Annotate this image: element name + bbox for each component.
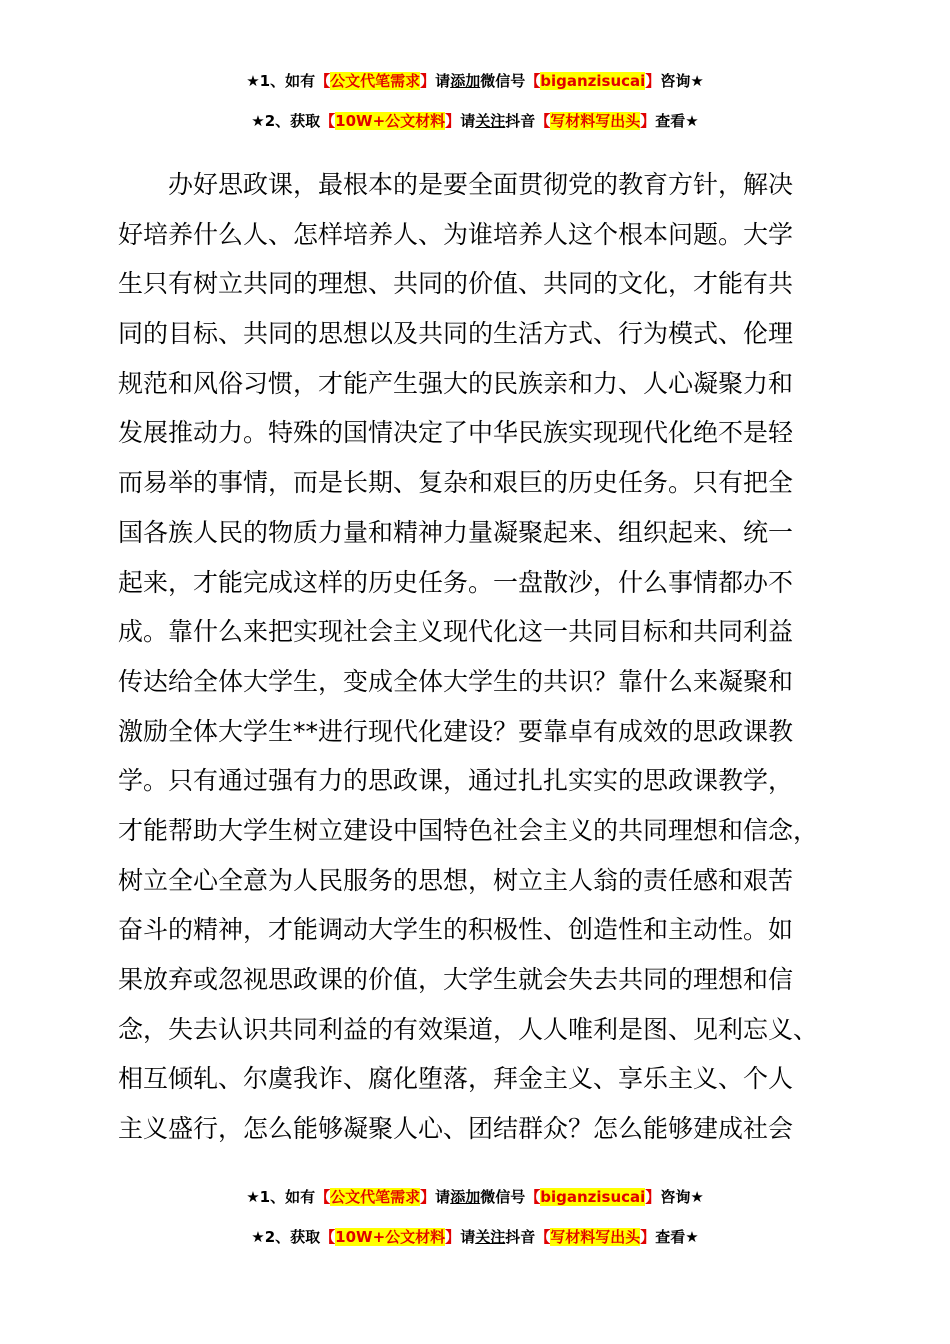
bracket-close: 】	[645, 72, 661, 90]
body-line: 同的目标、共同的思想以及共同的生活方式、行为模式、伦理	[118, 319, 794, 349]
body-line: 好培养什么人、怎样培养人、为谁培养人这个根本问题。大学	[118, 219, 794, 249]
promo-prefix: ★1、如有	[246, 1188, 316, 1206]
promo-text: 微信号	[480, 72, 526, 90]
promo-prefix: ★2、获取	[251, 1228, 321, 1246]
body-paragraph	[118, 160, 833, 1154]
promo-prefix: ★2、获取	[251, 112, 321, 130]
body-line: 果放弃或忽视思政课的价值，大学生就会失去共同的理想和信	[118, 965, 794, 994]
body-line: 国各族人民的物质力量和精神力量凝聚起来、组织起来、统一	[118, 517, 794, 547]
bracket-close: 】	[445, 1228, 461, 1246]
bracket-open: 【	[525, 72, 541, 90]
bracket-close: 】	[640, 1228, 656, 1246]
highlight-materials: 10W+公文材料	[335, 1228, 446, 1246]
promo-text: 请	[460, 1228, 476, 1246]
promo-suffix: 查看★	[655, 112, 699, 130]
promo-underlined: 关注	[475, 112, 506, 130]
promo-prefix: ★1、如有	[246, 72, 316, 90]
body-line: 主义盛行，怎么能够凝聚人心、团结群众？怎么能够建成社会	[118, 1114, 794, 1144]
promo-underlined: 添加	[450, 72, 481, 90]
highlight-materials: 10W+公文材料	[335, 112, 446, 130]
body-line: 办好思政课，最根本的是要全面贯彻党的教育方针，解决	[168, 170, 794, 199]
body-line: 相互倾轧、尔虞我诈、腐化堕落，拜金主义、享乐主义、个人	[118, 1064, 794, 1094]
bracket-open: 【	[320, 112, 336, 130]
footer-promo-line-2	[0, 1226, 950, 1248]
body-line: 才能帮助大学生树立建设中国特色社会主义的共同理想和信念，	[118, 815, 819, 845]
body-line: 发展推动力。特殊的国情决定了中华民族实现现代化绝不是轻	[118, 418, 794, 448]
promo-text: 请	[460, 112, 476, 130]
highlight-wechat-id: biganzisucai	[540, 1188, 646, 1206]
bracket-open: 【	[320, 1228, 336, 1246]
footer-promo-line-1	[0, 1186, 950, 1208]
bracket-close: 】	[645, 1188, 661, 1206]
highlight-service: 公文代笔需求	[330, 72, 421, 90]
bracket-close: 】	[420, 1188, 436, 1206]
body-line: 树立全心全意为人民服务的思想，树立主人翁的责任感和艰苦	[118, 865, 794, 895]
highlight-wechat-id: biganzisucai	[540, 72, 646, 90]
promo-text: 请	[435, 72, 451, 90]
bracket-open: 【	[315, 72, 331, 90]
bracket-open: 【	[525, 1188, 541, 1206]
promo-suffix: 查看★	[655, 1228, 699, 1246]
body-line: 念，失去认识共同利益的有效渠道，人人唯利是图、见利忘义、	[118, 1014, 819, 1044]
bracket-open: 【	[535, 112, 551, 130]
bracket-close: 】	[445, 112, 461, 130]
bracket-open: 【	[315, 1188, 331, 1206]
body-line: 学。只有通过强有力的思政课，通过扎扎实实的思政课教学，	[118, 766, 794, 796]
promo-suffix: 咨询★	[660, 72, 704, 90]
promo-text: 微信号	[480, 1188, 526, 1206]
header-promo-line-1	[0, 70, 950, 92]
body-line: 而易举的事情，而是长期、复杂和艰巨的历史任务。只有把全	[118, 468, 794, 498]
highlight-douyin-account: 写材料写出头	[550, 1228, 641, 1246]
promo-suffix: 咨询★	[660, 1188, 704, 1206]
bracket-close: 】	[420, 72, 436, 90]
highlight-service: 公文代笔需求	[330, 1188, 421, 1206]
body-line: 奋斗的精神，才能调动大学生的积极性、创造性和主动性。如	[118, 915, 794, 945]
body-line: 规范和风俗习惯，才能产生强大的民族亲和力、人心凝聚力和	[118, 368, 794, 398]
body-line: 生只有树立共同的理想、共同的价值、共同的文化，才能有共	[118, 269, 794, 299]
body-line: 传达给全体大学生，变成全体大学生的共识？靠什么来凝聚和	[118, 666, 794, 696]
promo-text: 抖音	[505, 1228, 536, 1246]
body-line: 起来，才能完成这样的历史任务。一盘散沙，什么事情都办不	[118, 567, 794, 597]
promo-text: 抖音	[505, 112, 536, 130]
body-line: 成。靠什么来把实现社会主义现代化这一共同目标和共同利益	[118, 617, 794, 647]
bracket-close: 】	[640, 112, 656, 130]
bracket-open: 【	[535, 1228, 551, 1246]
promo-text: 请	[435, 1188, 451, 1206]
header-promo-line-2	[0, 110, 950, 132]
promo-underlined: 关注	[475, 1228, 506, 1246]
highlight-douyin-account: 写材料写出头	[550, 112, 641, 130]
promo-underlined: 添加	[450, 1188, 481, 1206]
body-line: 激励全体大学生**进行现代化建设？要靠卓有成效的思政课教	[118, 716, 794, 746]
